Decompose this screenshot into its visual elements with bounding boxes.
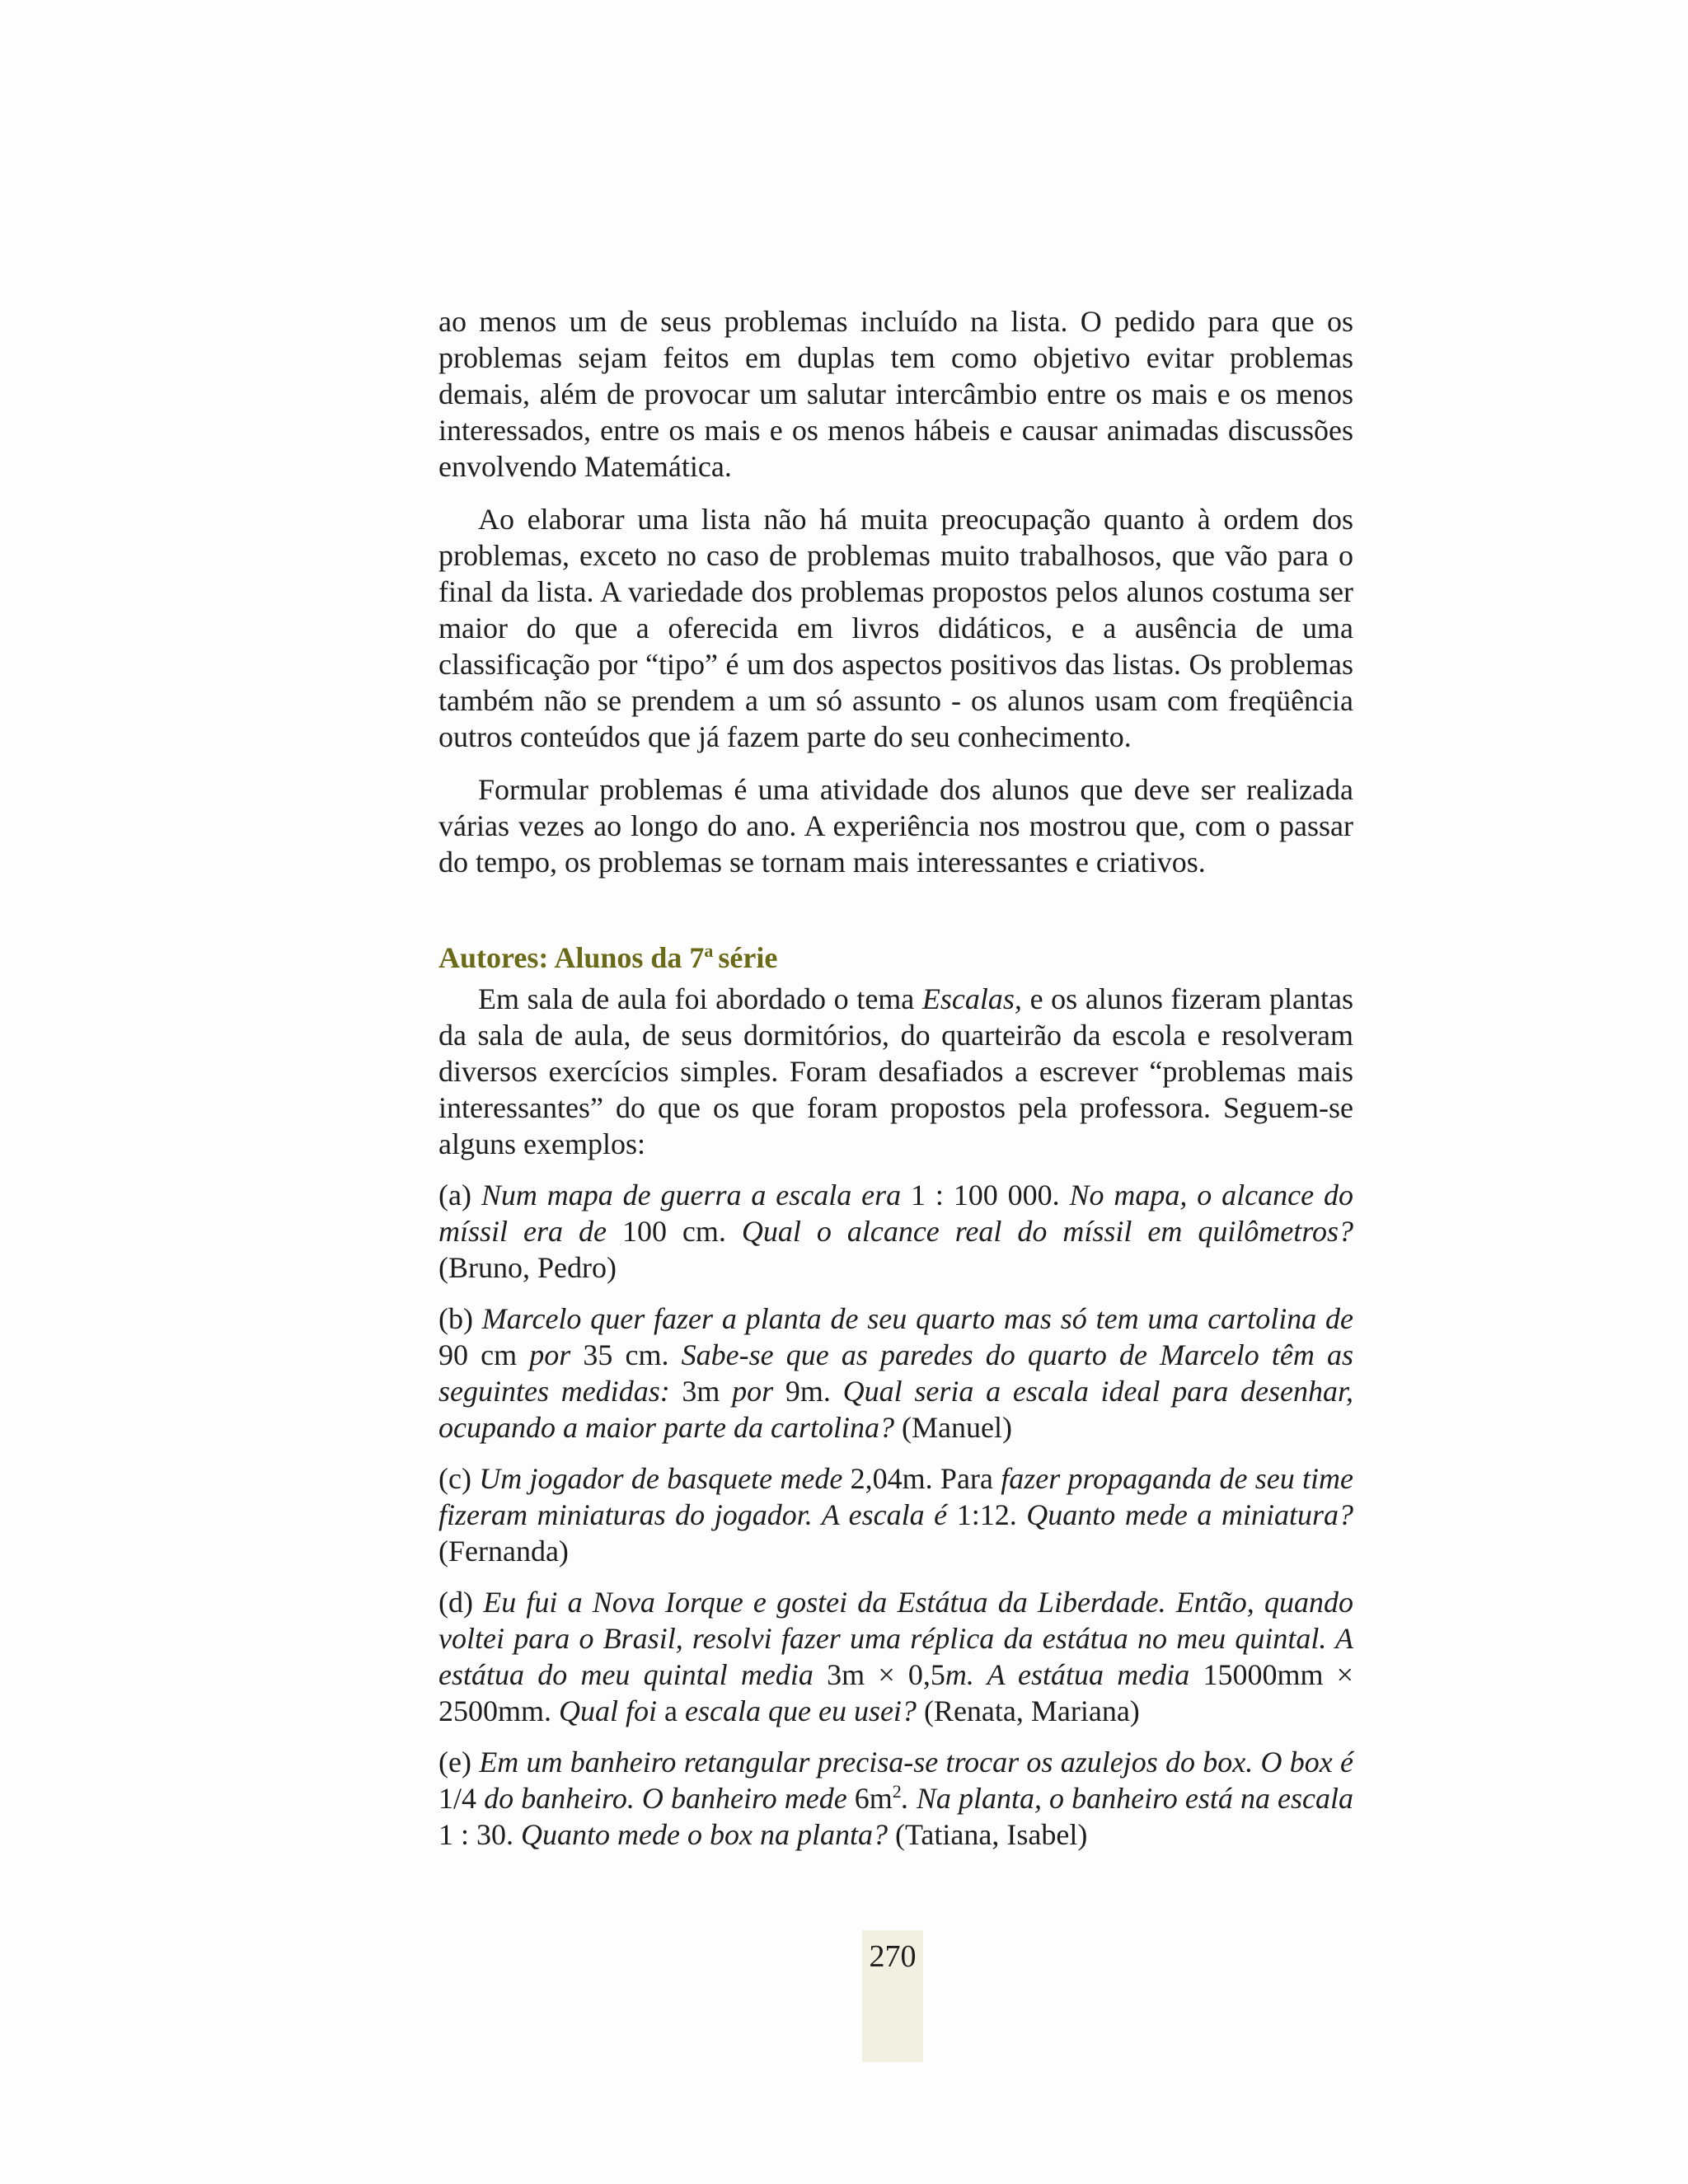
problem-value: 6m (854, 1782, 893, 1815)
intro-after: e os alunos fizeram plantas da sala de aula, de seus dormitórios, do quarteirão da escola e resolveram diversos exercícios simples. Foram desafiados a escrever “problemas mais interessantes” do que os que foram propostos pela professora. Seguem-se alguns exemplos: (438, 982, 1353, 1160)
problem-text: Quanto mede a miniatura? (1016, 1498, 1354, 1531)
superscript: 2 (892, 1781, 902, 1802)
problem-e (438, 1744, 1353, 1853)
problem-text: No mapa, o alcance do míssil era de (438, 1179, 1353, 1248)
problem-value: 1 : 100 000. (910, 1179, 1060, 1212)
problem-text: do banheiro. O banheiro mede (476, 1782, 855, 1815)
problem-text: escala que eu usei? (678, 1694, 917, 1727)
problem-value: 35 cm. (583, 1338, 669, 1371)
problem-text: Um jogador de basquete mede (479, 1462, 851, 1495)
problem-value: 1/4 (438, 1782, 477, 1815)
intro-topic: Escalas, (921, 982, 1022, 1015)
problem-value: Para (932, 1462, 1001, 1495)
problem-authors: (Tatiana, Isabel) (887, 1818, 1088, 1851)
problem-text: por (720, 1375, 785, 1408)
problem-text: Em um banheiro retangular precisa-se trocar os azulejos do box. O box é (479, 1746, 1353, 1779)
problem-authors: (Fernanda) (438, 1535, 569, 1568)
problem-value: 1 : 30. (438, 1818, 514, 1851)
problem-text: fazer propaganda de seu time fizeram miniaturas do jogador. A escala é (438, 1462, 1353, 1531)
problem-text: Qual o alcance real do míssil em quilômetros? (725, 1215, 1353, 1248)
problem-value: 15000mm × 2500mm. (438, 1658, 1353, 1727)
problem-value: a (664, 1694, 678, 1727)
heading-prefix: Autores: Alunos da 7 (438, 941, 705, 974)
problem-value: 9m. (785, 1375, 831, 1408)
problem-text: por (517, 1338, 584, 1371)
heading-suffix: série (718, 941, 778, 974)
problem-c (438, 1460, 1353, 1569)
problem-d (438, 1584, 1353, 1729)
problem-label: (b) (438, 1302, 482, 1335)
section-intro (438, 981, 1353, 1162)
problem-b (438, 1301, 1353, 1446)
problem-text: Quanto mede o box na planta? (513, 1818, 888, 1851)
problem-text: Sabe-se que as paredes do quarto de Marcelo têm as seguintes medidas: (438, 1338, 1354, 1408)
paragraph-2: Ao elaborar uma lista não há muita preocupação quanto à ordem dos problemas, exceto no caso de problemas muito trabalhosos, que vão para o final da lista. A variedade dos problemas propostos pelos alunos costuma ser maior do que a oferecida em livros didáticos, e a ausência de uma classificação por “tipo” é um dos aspectos positivos das listas. Os problemas também não se prendem a um só assunto - os alunos usam com freqüência outros conteúdos que já fazem parte do seu conhecimento. (438, 503, 1353, 753)
problem-value: 2,04m. (850, 1462, 933, 1495)
problem-value: 1:12. (956, 1498, 1017, 1531)
problem-value: 3m × 0,5 (827, 1658, 945, 1691)
problem-authors: (Manuel) (893, 1411, 1012, 1444)
intro-before: Em sala de aula foi abordado o tema (478, 982, 922, 1015)
problem-text: m. A estátua media (945, 1658, 1203, 1691)
problem-text: Qual foi (551, 1694, 665, 1727)
problem-text: Qual seria a escala ideal para desenhar, ocupando a maior parte da cartolina? (438, 1375, 1353, 1444)
page-body (438, 303, 1353, 1853)
problem-a (438, 1177, 1353, 1286)
problem-label: (d) (438, 1586, 484, 1619)
heading-ordinal: a (704, 940, 714, 961)
paragraph-3: Formular problemas é uma atividade dos alunos que deve ser realizada várias vezes ao longo do ano. A experiência nos mostrou que, com o passar do tempo, os problemas se tornam mais interessantes e criativos. (438, 773, 1353, 879)
problem-text: . Na planta, o banheiro está na escala (901, 1782, 1353, 1815)
problem-authors: (Bruno, Pedro) (438, 1251, 617, 1284)
problem-text: Num mapa de guerra a escala era (481, 1179, 911, 1212)
problem-label: (a) (438, 1179, 481, 1212)
problem-text: Marcelo quer fazer a planta de seu quarto mas só tem uma cartolina de (481, 1302, 1353, 1335)
problem-value: 90 cm (438, 1338, 518, 1371)
problem-text: Eu fui a Nova Iorque e gostei da Estátua da Liberdade. Então, quando voltei para o Brasil, resolvi fazer uma réplica da estátua no meu quintal. A estátua do meu quintal media (438, 1586, 1354, 1691)
section-heading (438, 940, 1353, 976)
problem-label: (c) (438, 1462, 480, 1495)
problem-authors: (Renata, Mariana) (916, 1694, 1140, 1727)
paragraph-1: ao menos um de seus problemas incluído na lista. O pedido para que os problemas sejam feitos em duplas tem como objetivo evitar problemas demais, além de provocar um salutar intercâmbio entre os mais e os menos interessados, entre os mais e os menos hábeis e causar animadas discussões envolvendo Matemática. (438, 305, 1353, 483)
problem-value: 100 cm. (621, 1215, 726, 1248)
page-number: 270 (869, 1939, 917, 1974)
problem-label: (e) (438, 1746, 480, 1779)
problem-value: 3m (682, 1375, 720, 1408)
